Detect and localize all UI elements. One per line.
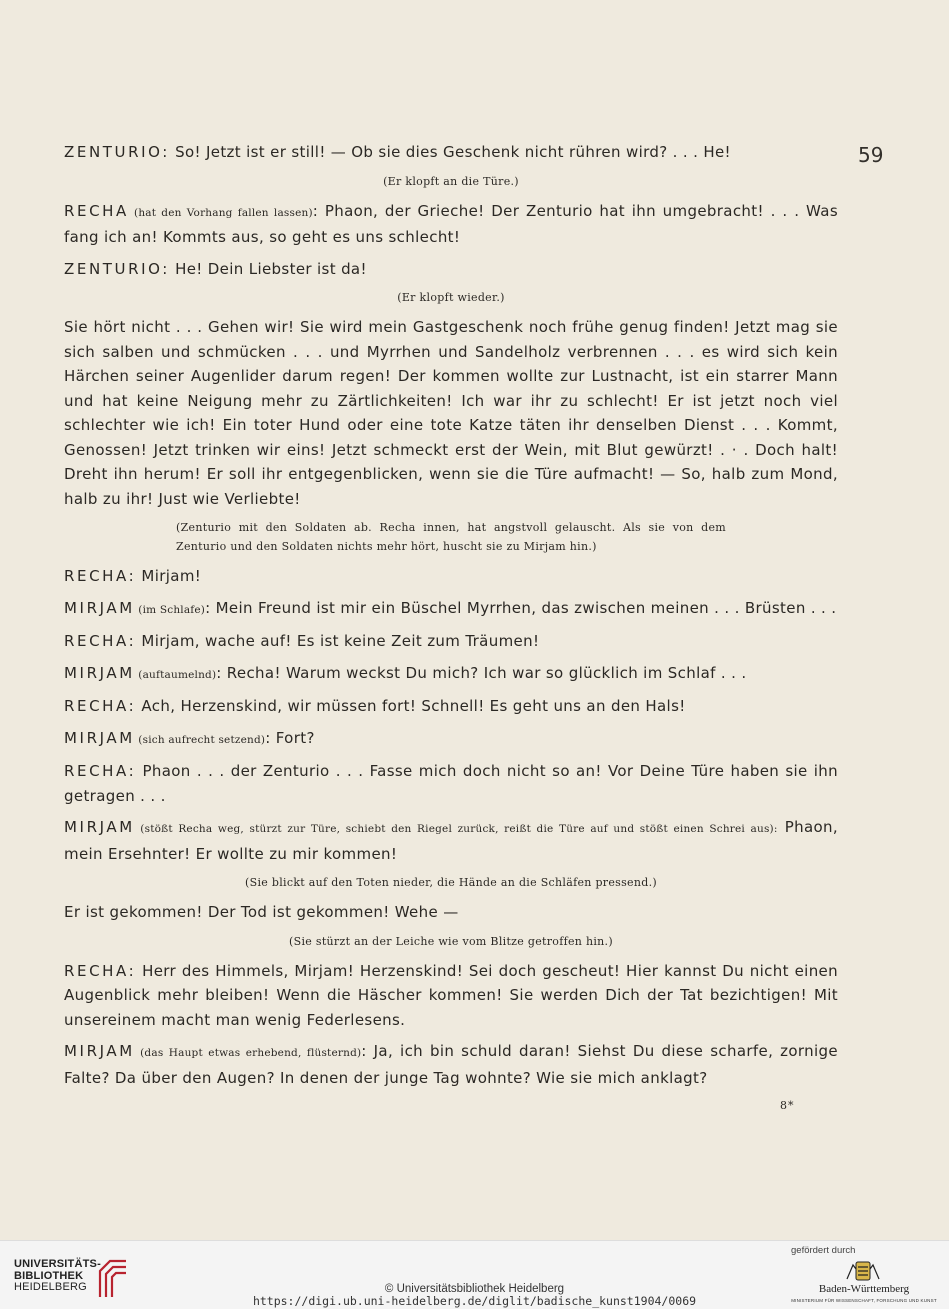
speaker-name: MIRJAM <box>64 1042 135 1060</box>
speech-paragraph <box>64 1039 838 1090</box>
copyright-notice: © Universitätsbibliothek Heidelberg <box>384 1283 565 1295</box>
speaker-direction: (hat den Vorhang fallen lassen) <box>128 206 313 219</box>
speaker-name: MIRJAM <box>64 598 135 617</box>
speaker-name: MIRJAM <box>64 663 135 682</box>
speech-text: So! Jetzt ist er still! — Ob sie dies Geschenk nicht rühren wird? . . . He! <box>169 143 731 161</box>
prose-paragraph: Er ist gekommen! Der Tod ist gekommen! Wehe — <box>64 903 459 921</box>
speech-text: : Fort? <box>265 728 315 747</box>
speech-text: He! Dein Liebster ist da! <box>169 259 367 278</box>
speaker-direction: (stößt Recha weg, stürzt zur Türe, schiebt den Riegel zurück, reißt die Türe auf und stößt einen Schrei aus): <box>134 823 778 835</box>
library-name-line-3: HEIDELBERG <box>14 1281 87 1293</box>
speech-paragraph <box>64 815 838 866</box>
speech-text: Phaon, mein Ersehnter! Er wollte zu mir kommen! <box>64 818 839 863</box>
speech-text: : Phaon, der Grieche! Der Zenturio hat ihn umgebracht! . . . Was fang ich an! Kommts aus, so geht es uns schlecht! <box>64 201 838 246</box>
speaker-name: RECHA: <box>64 567 137 585</box>
stage-direction: (Sie stürzt an der Leiche wie vom Blitze getroffen hin.) <box>289 934 613 948</box>
speech-text: : Ja, ich bin schuld daran! Siehst Du diese scharfe, zornige Falte? Da über den Augen? In denen der junge Tag wohnte? Wie sie mich anklagt? <box>64 1042 838 1087</box>
speech-text: Herr des Himmels, Mirjam! Herzenskind! Sei doch gescheut! Hier kannst Du nicht einen Augenblick mehr bleiben! Wenn die Häscher kommen! Sie werden Dich der Tat bezichtigen! Mit unsereinem macht man wenig Federlesens. <box>64 961 838 1029</box>
speech-text: Phaon . . . der Zenturio . . . Fasse mich doch nicht so an! Vor Deine Türe haben sie ihn getragen . . . <box>64 762 838 805</box>
speech-paragraph <box>64 959 838 1033</box>
permalink[interactable]: https://digi.ub.uni-heidelberg.de/diglit/badische_kunst1904/0069 <box>252 1294 697 1308</box>
stage-direction: (Zenturio mit den Soldaten ab. Recha innen, hat angstvoll gelauscht. Als sie von dem Zenturio und den Soldaten nichts mehr hört, huscht sie zu Mirjam hin.) <box>176 521 726 553</box>
funder-name: Baden-Württemberg <box>818 1283 910 1295</box>
signature-mark: 8* <box>780 1099 795 1112</box>
stage-direction: (Sie blickt auf den Toten nieder, die Hände an die Schläfen pressend.) <box>245 876 657 889</box>
speech-paragraph <box>64 596 838 623</box>
speaker-name: MIRJAM <box>64 728 135 747</box>
speaker-direction: (auftaumelnd) <box>134 668 217 681</box>
play-text <box>64 140 838 1097</box>
speaker-name: RECHA: <box>64 697 137 715</box>
speech-paragraph <box>64 726 838 753</box>
speaker-name: RECHA: <box>64 762 137 780</box>
speech-paragraph <box>64 661 838 688</box>
speaker-name: RECHA: <box>64 632 137 650</box>
speaker-name: ZENTURIO: <box>64 143 170 161</box>
speaker-name: RECHA <box>64 201 129 220</box>
speaker-direction: (im Schlafe) <box>134 603 206 616</box>
prose-paragraph: Sie hört nicht . . . Gehen wir! Sie wird mein Gastgeschenk noch frühe genug finden! Jetzt mag sie sich salben und schmücken . . . und Myrrhen und Sandelholz verbrennen . . . es wird sich kein Härchen seiner Augenlider darum regen! Der kommen wollte zur Lustnacht, ist ein starrer Mann und hat keine Neigung mehr zu Zärtlichkeiten! Ich war ihr zu schlecht! Er ist jetzt noch viel schlechter wie ich! Ein toter Hund oder eine tote Katze täten ihr denselben Dienst . . . Kommt, Genossen! Jetzt trinken wir eins! Jetzt schmeckt erst der Wein, mit Blut gewürzt! . · . Doch halt! Dreht ihn herum! Er soll ihr entgegenblicken, wenn sie die Türe aufmacht! — So, halb zum Mond, halb zu ihr! Just wie Verliebte! <box>64 318 838 508</box>
speech-text: : Mein Freund ist mir ein Büschel Myrrhen, das zwischen meinen . . . Brüsten . . . <box>205 598 837 617</box>
speech-paragraph <box>64 140 838 165</box>
speaker-name: ZENTURIO: <box>64 259 170 278</box>
page-number: 59 <box>858 143 884 167</box>
library-name-line-1: UNIVERSITÄTS- <box>14 1258 101 1270</box>
stage-direction: (Er klopft wieder.) <box>397 291 505 304</box>
speech-text: Mirjam! <box>136 567 202 585</box>
funder-ministry: MINISTERIUM FÜR WISSENSCHAFT, FORSCHUNG UND KUNST <box>791 1298 937 1303</box>
speech-text: Ach, Herzenskind, wir müssen fort! Schnell! Es geht uns an den Hals! <box>136 697 686 715</box>
speech-paragraph <box>64 564 838 589</box>
funding-label: gefördert durch <box>791 1245 856 1256</box>
library-name-line-2: BIBLIOTHEK <box>14 1269 84 1282</box>
speech-text: : Recha! Warum weckst Du mich? Ich war so glücklich im Schlaf . . . <box>216 663 747 682</box>
coat-of-arms-icon <box>845 1259 881 1283</box>
speech-text: Mirjam, wache auf! Es ist keine Zeit zum Träumen! <box>136 632 540 650</box>
speech-paragraph <box>64 629 838 654</box>
speech-paragraph <box>64 199 838 250</box>
speech-paragraph <box>64 759 838 808</box>
speaker-direction: (sich aufrecht setzend) <box>134 733 266 746</box>
speaker-name: RECHA: <box>64 961 137 980</box>
speaker-name: MIRJAM <box>64 818 135 836</box>
stage-direction: (Er klopft an die Türe.) <box>383 174 519 188</box>
viewer-footer <box>0 1240 949 1309</box>
speech-paragraph <box>64 257 838 282</box>
speaker-direction: (das Haupt etwas erhebend, flüsternd) <box>134 1047 362 1059</box>
speech-paragraph <box>64 694 838 719</box>
